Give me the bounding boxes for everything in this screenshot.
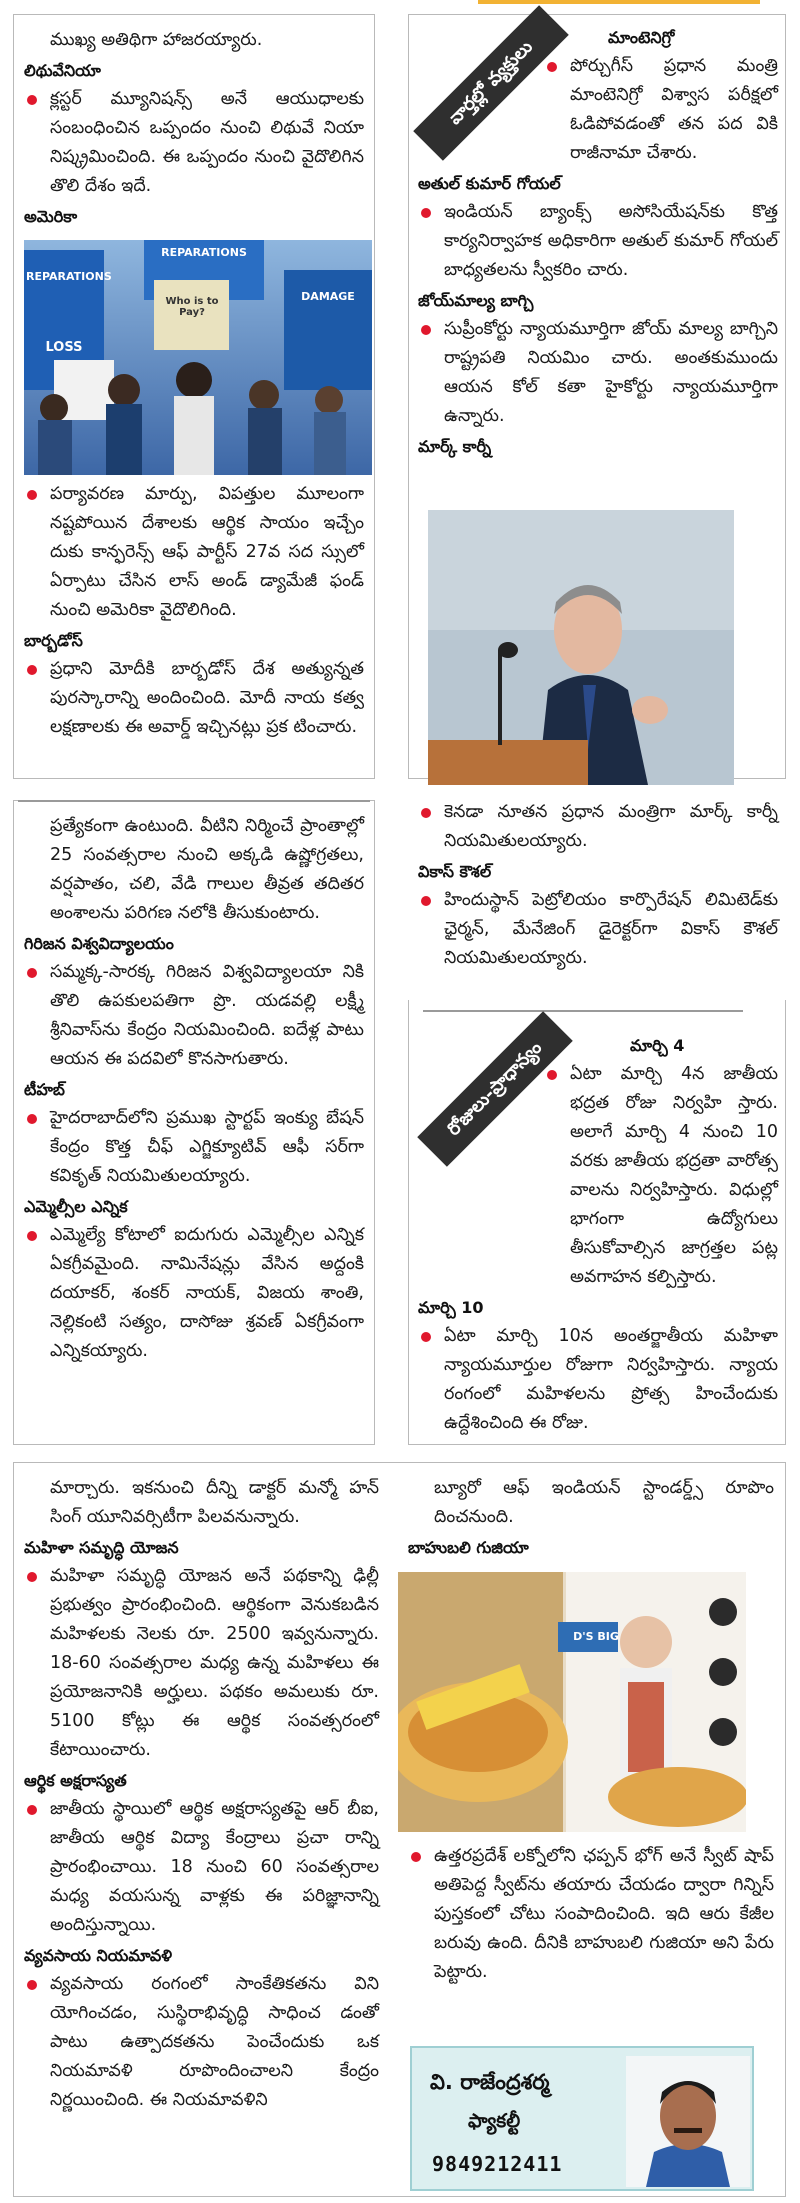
panel-3-right-column-lower — [408, 1842, 774, 1987]
section-heading: బార్బడోస్ — [24, 631, 83, 650]
section-heading: గిరిజన విశ్వవిద్యాలయం — [24, 934, 174, 953]
bullet-paragraph: సుప్రీంకోర్టు న్యాయమూర్తిగా జోయ్ మాల్య బాగ్చిని రాష్ట్రపతి నియమిం చారు. అంతకుముందు ఆయన కోల్ కతా హైకోర్టు న్యాయమూర్తిగా ఉన్నారు. — [418, 315, 778, 431]
portrait-art — [428, 510, 734, 785]
faculty-phone: 9849212411 — [432, 2152, 563, 2176]
section-heading: లిథువేనియా — [24, 61, 101, 80]
section-heading: వ్యవసాయ నియమావళి — [24, 1946, 173, 1965]
sign-text: REPARATIONS — [26, 270, 112, 283]
section-heading: మార్చి 10 — [418, 1298, 484, 1317]
section-heading: అతుల్ కుమార్ గోయల్ — [418, 174, 561, 193]
bullet-paragraph: వ్యవసాయ రంగంలో సాంకేతికతను విని యోగించడం, సుస్థిరాభివృద్ధి సాధించ డంతో పాటు ఉత్పాదకతను పెంచేందుకు ఒక నియమావళి రూపొందించాలని కేంద్రం నిర్ణయించింది. ఈ నియమావళిని — [24, 1970, 379, 2115]
bullet-paragraph: హైదరాబాద్‌లోని ప్రముఖ స్టార్టప్ ఇంక్యు బేషన్ కేంద్రం కొత్త చీఫ్ ఎగ్జిక్యూటివ్ ఆఫీ సర్‌గా కవికృత్ నియమితులయ్యారు. — [24, 1104, 364, 1191]
section-heading: మార్క్ కార్నీ — [418, 437, 492, 456]
sign-text: REPARATIONS — [161, 246, 247, 259]
portrait-photo — [428, 510, 734, 785]
section-heading: బాహుబలి గుజియా — [408, 1538, 529, 1557]
bullet-paragraph: జాతీయ స్థాయిలో ఆర్థిక అక్షరాస్యతపై ఆర్ బీఐ, జాతీయ ఆర్థిక విద్యా కేంద్రాలు ప్రచా రాన్ని ప్రారంభించాయి. 18 నుంచి 60 సంవత్సరాల మధ్య వయసున్న వాళ్లకు ఈ పరిజ్ఞానాన్ని అందిస్తున్నాయి. — [24, 1795, 379, 1940]
intro-text: మార్చారు. ఇకనుంచి దీన్ని డాక్టర్ మన్మో హన్ సింగ్ యూనివర్సిటీగా పిలవనున్నారు. — [50, 1478, 379, 1527]
gujiya-photo-art — [398, 1572, 746, 1832]
section-divider — [18, 800, 370, 802]
intro-text: ముఖ్య అతిథిగా హాజరయ్యారు. — [50, 30, 263, 50]
section-heading: ఎమ్మెల్సీల ఎన్నిక — [24, 1197, 128, 1216]
faculty-card — [410, 2046, 754, 2191]
top-accent-bar — [478, 0, 760, 4]
gujiya-photo — [398, 1572, 746, 1832]
protest-photo — [24, 240, 372, 475]
panel-1-right-column — [418, 22, 778, 461]
section-divider — [423, 1010, 743, 1012]
bullet-paragraph: కెనడా నూతన ప్రధాన మంత్రిగా మార్క్ కార్నీ నియమితులయ్యారు. — [418, 798, 778, 856]
intro-text: ప్రత్యేకంగా ఉంటుంది. వీటిని నిర్మించే ప్రాంతాల్లో 25 సంవత్సరాల నుంచి అక్కడి ఉష్ణోగ్రతలు, వర్షపాతం, చలి, వేడి గాలుల తీవ్రత తదితర అంశాలను పరిగణ నలోకి తీసుకుంటారు. — [50, 816, 364, 923]
bullet-paragraph: సమ్మక్క-సారక్క గిరిజన విశ్వవిద్యాలయా నికి తొలి ఉపకులపతిగా ప్రొ. యడవల్లి లక్ష్మీ శ్రీనివాస్‌ను కేంద్రం నియమించింది. ఐదేళ్ల పాటు ఆయన ఈ పదవిలో కొనసాగుతారు. — [24, 958, 364, 1074]
photo-banner-text: D'S BIG — [573, 1630, 619, 1643]
bullet-paragraph: హిందుస్థాన్ పెట్రోలియం కార్పొరేషన్ లిమిటెడ్‌కు ఛైర్మన్, మేనేజింగ్ డైరెక్టర్‌గా వికాస్ కౌశల్ నియమితులయ్యారు. — [418, 886, 778, 973]
panel-2-right-column — [418, 1030, 778, 1438]
section-ribbon: రోజులు-ప్రాధాన్యం — [417, 1011, 573, 1167]
panel-3-left-column — [24, 1474, 379, 2115]
intro-text: బ్యూరో ఆఫ్ ఇండియన్ స్టాండర్డ్స్ రూపొం దించనుంది. — [434, 1478, 774, 1527]
faculty-name: వి. రాజేంద్రశర్మ — [430, 2070, 550, 2094]
sign-text: Who is to Pay? — [165, 296, 219, 318]
section-heading: మహిళా సమృద్ధి యోజన — [24, 1538, 179, 1557]
section-heading: జోయ్‌మాల్య బాగ్చి — [418, 291, 534, 310]
faculty-photo-art — [626, 2056, 750, 2187]
panel-1-right-column-lower — [418, 798, 778, 973]
bullet-paragraph: ఎమ్మెల్యే కోటాలో ఐదుగురు ఎమ్మెల్సీల ఎన్నిక ఏకగ్రీవమైంది. నామినేషన్లు వేసిన అద్దంకి దయాకర్, శంకర్ నాయక్, విజయ శాంతి, నెల్లికంటి సత్యం, దాసోజు శ్రవణ్ ఏకగ్రీవంగా ఎన్నికయ్యారు. — [24, 1221, 364, 1366]
bullet-paragraph: ఇండియన్ బ్యాంక్స్ అసోసియేషన్‌కు కొత్త కార్యనిర్వాహక అధికారిగా అతుల్ కుమార్ గోయల్ బాధ్యతలను స్వీకరిం చారు. — [418, 198, 778, 285]
bullet-paragraph: పర్యావరణ మార్పు, విపత్తుల మూలంగా నష్టపోయిన దేశాలకు ఆర్థిక సాయం ఇచ్చేం దుకు కాన్ఫరెన్స్ ఆఫ్ పార్టీస్ 27వ సద స్సులో ఏర్పాటు చేసిన లాస్ అండ్ డ్యామేజీ ఫండ్ నుంచి అమెరికా వైదొలిగింది. — [24, 480, 364, 625]
sign-text: DAMAGE — [301, 290, 355, 303]
panel-2-left-column — [24, 812, 364, 1366]
panel-1-left-column-lower — [24, 480, 364, 742]
section-heading: అమెరికా — [24, 207, 78, 226]
section-heading: ఆర్థిక అక్షరాస్యత — [24, 1771, 127, 1790]
faculty-photo — [626, 2056, 750, 2187]
bullet-paragraph: క్లస్టర్ మ్యూనిషన్స్ అనే ఆయుధాలకు సంబంధించిన ఒప్పందం నుంచి లిథువే నియా నిష్క్రమించింది. ఈ ఒప్పందం నుంచి వైదొలిగిన తొలి దేశం ఇదే. — [24, 85, 364, 201]
section-heading: మాంటెనిగ్రో — [608, 28, 675, 47]
faculty-role: ఫ్యాకల్టీ — [468, 2110, 521, 2132]
bullet-paragraph: పోర్చుగీస్ ప్రధాన మంత్రి మాంటెనిగ్రో విశ్వాస పరీక్షలో ఓడిపోవడంతో తన పద వికి రాజీనామా చేశారు. — [544, 52, 778, 168]
section-heading: మార్చి 4 — [630, 1036, 685, 1055]
bullet-paragraph: ఉత్తరప్రదేశ్ లక్నోలోని ఛప్పన్ భోగ్ అనే స్వీట్ షాప్ అతిపెద్ద స్వీట్‌ను తయారు చేయడం ద్వారా గిన్నిస్ పుస్తకంలో చోటు సంపాదించింది. ఇది ఆరు కేజీల బరువు ఉంది. దీనికి బాహుబలి గుజియా అని పేరు పెట్టారు. — [408, 1842, 774, 1987]
bullet-paragraph: ఏటా మార్చి 10న అంతర్జాతీయ మహిళా న్యాయమూర్తుల రోజుగా నిర్వహిస్తారు. న్యాయ రంగంలో మహిళలను ప్రోత్స హించేందుకు ఉద్దేశించింది ఈ రోజు. — [418, 1322, 778, 1438]
bullet-paragraph: ప్రధాని మోదీకి బార్బడోస్ దేశ అత్యున్నత పురస్కారాన్ని అందించింది. మోదీ నాయ కత్వ లక్షణాలకు ఈ అవార్డ్ ఇచ్చినట్లు ప్రక టించారు. — [24, 655, 364, 742]
bullet-paragraph: ఏటా మార్చి 4న జాతీయ భద్రత రోజు నిర్వహి స్తారు. అలాగే మార్చి 4 నుంచి 10 వరకు జాతీయ భద్రతా వారోత్స వాలను నిర్వహిస్తారు. విధుల్లో భాగంగా ఉద్యోగులు తీసుకోవాల్సిన జాగ్రత్తల పట్ల అవగాహన కల్పిస్తారు. — [544, 1060, 778, 1292]
bullet-paragraph: మహిళా సమృద్ధి యోజన అనే పథకాన్ని ఢిల్లీ ప్రభుత్వం ప్రారంభించింది. ఆర్థికంగా వెనుకబడిన మహిళలకు నెలకు రూ. 2500 ఇవ్వనున్నారు. 18-60 సంవత్సరాల మధ్య ఉన్న మహిళలు ఈ ప్రయోజనానికి అర్హులు. పథకం అమలుకు రూ. 5100 కోట్లు ఈ ఆర్థిక సంవత్సరంలో కేటాయించారు. — [24, 1562, 379, 1765]
panel-3-right-column — [408, 1474, 774, 1562]
section-heading: వికాస్ కౌశల్ — [418, 862, 492, 881]
sign-text: LOSS — [45, 340, 83, 355]
panel-1-left-column — [24, 26, 364, 231]
section-heading: టీహబ్ — [24, 1080, 65, 1099]
section-ribbon: వార్తల్లో వ్యక్తులు — [413, 5, 569, 161]
